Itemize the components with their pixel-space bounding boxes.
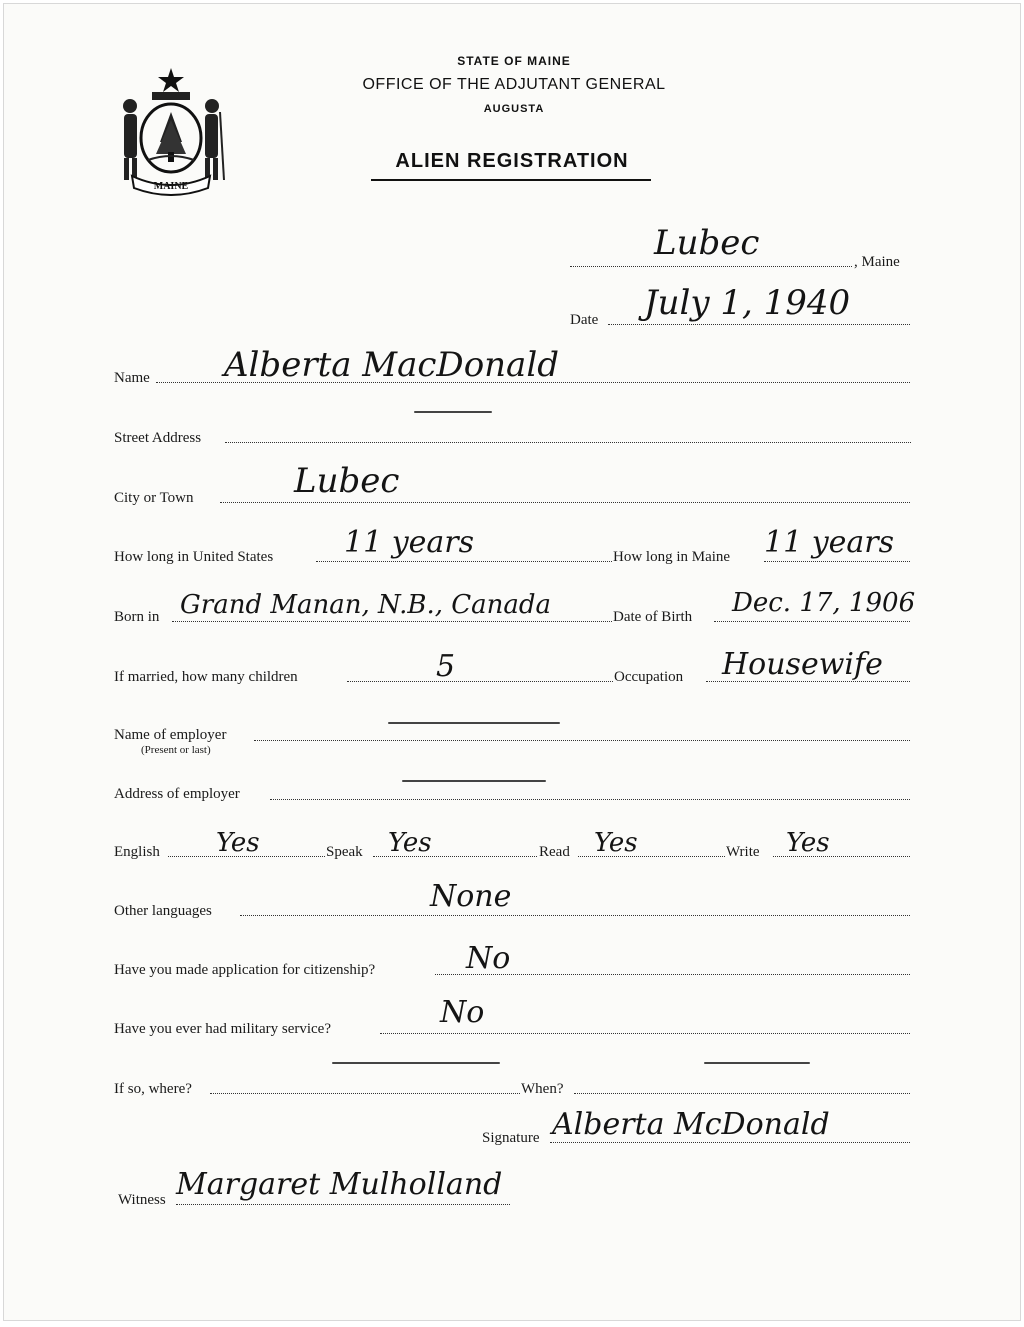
employer-address-blank-dash (402, 780, 546, 782)
employer-address-line (270, 799, 910, 800)
military-line (380, 1033, 910, 1034)
signature-label: Signature (482, 1130, 540, 1146)
speak-label: Speak (326, 844, 363, 860)
name-blank-dash (414, 411, 492, 413)
witness-entry: Margaret Mulholland (176, 1167, 503, 1202)
employer-address-label: Address of employer (114, 786, 240, 802)
date-of-birth-line (714, 621, 910, 622)
occupation-label: Occupation (614, 669, 684, 685)
years-us-line (316, 561, 612, 562)
date-entry: July 1, 1940 (644, 283, 851, 323)
write-label: Write (726, 844, 760, 860)
city-entry: Lubec (294, 461, 400, 501)
registration-form (3, 3, 1021, 1321)
children-line (347, 681, 613, 682)
header-office: OFFICE OF THE ADJUTANT GENERAL (362, 76, 666, 93)
where-line (210, 1093, 520, 1094)
employer-label: Name of employer (114, 727, 227, 743)
when-line (574, 1093, 910, 1094)
when-blank-dash (704, 1062, 810, 1064)
employer-blank-dash (388, 722, 560, 724)
speak-entry: Yes (388, 828, 432, 858)
date-of-birth-label: Date of Birth (613, 609, 693, 625)
header-state: STATE OF MAINE (457, 54, 571, 68)
years-maine-entry: 11 years (764, 525, 895, 560)
years-maine-line (764, 561, 910, 562)
born-in-entry: Grand Manan, N.B., Canada (180, 590, 552, 620)
born-in-line (172, 621, 612, 622)
english-label: English (114, 844, 160, 860)
date-of-birth-entry: Dec. 17, 1906 (732, 588, 916, 618)
where-blank-dash (332, 1062, 500, 1064)
maine-label: , Maine (854, 254, 900, 270)
read-label: Read (539, 844, 570, 860)
born-in-label: Born in (114, 609, 160, 625)
citizenship-label: Have you made application for citizenship? (114, 962, 376, 978)
years-maine-label: How long in Maine (613, 549, 731, 565)
form-title: ALIEN REGISTRATION (395, 150, 629, 172)
citizenship-entry: No (466, 941, 511, 976)
maine-state-seal-icon (112, 64, 230, 196)
signature-entry: Alberta McDonald (552, 1107, 830, 1142)
city-line (220, 502, 910, 503)
read-entry: Yes (594, 828, 638, 858)
other-languages-line (240, 915, 910, 916)
town-entry: Lubec (654, 223, 760, 263)
children-label: If married, how many children (114, 669, 298, 685)
city-label: City or Town (114, 490, 194, 506)
other-languages-entry: None (430, 879, 512, 914)
military-entry: No (440, 995, 485, 1030)
street-address-label: Street Address (114, 430, 202, 446)
employer-note: (Present or last) (141, 744, 211, 756)
years-us-entry: 11 years (344, 525, 475, 560)
when-label: When? (521, 1081, 564, 1097)
title-underline (371, 179, 651, 181)
witness-label: Witness (118, 1192, 166, 1208)
name-label: Name (114, 370, 150, 386)
other-languages-label: Other languages (114, 903, 212, 919)
town-line (570, 266, 852, 267)
english-entry: Yes (216, 828, 260, 858)
write-entry: Yes (786, 828, 830, 858)
employer-line (254, 740, 910, 741)
occupation-entry: Housewife (722, 647, 883, 682)
children-entry: 5 (436, 649, 456, 684)
seal-banner-text: MAINE (153, 181, 189, 192)
signature-line (550, 1142, 910, 1143)
date-label: Date (570, 312, 599, 328)
header-city: AUGUSTA (483, 103, 545, 115)
military-label: Have you ever had military service? (114, 1021, 331, 1037)
date-line (608, 324, 910, 325)
street-address-line (225, 442, 911, 443)
witness-line (176, 1204, 510, 1205)
name-entry: Alberta MacDonald (224, 345, 559, 385)
where-label: If so, where? (114, 1081, 192, 1097)
years-us-label: How long in United States (114, 549, 274, 565)
